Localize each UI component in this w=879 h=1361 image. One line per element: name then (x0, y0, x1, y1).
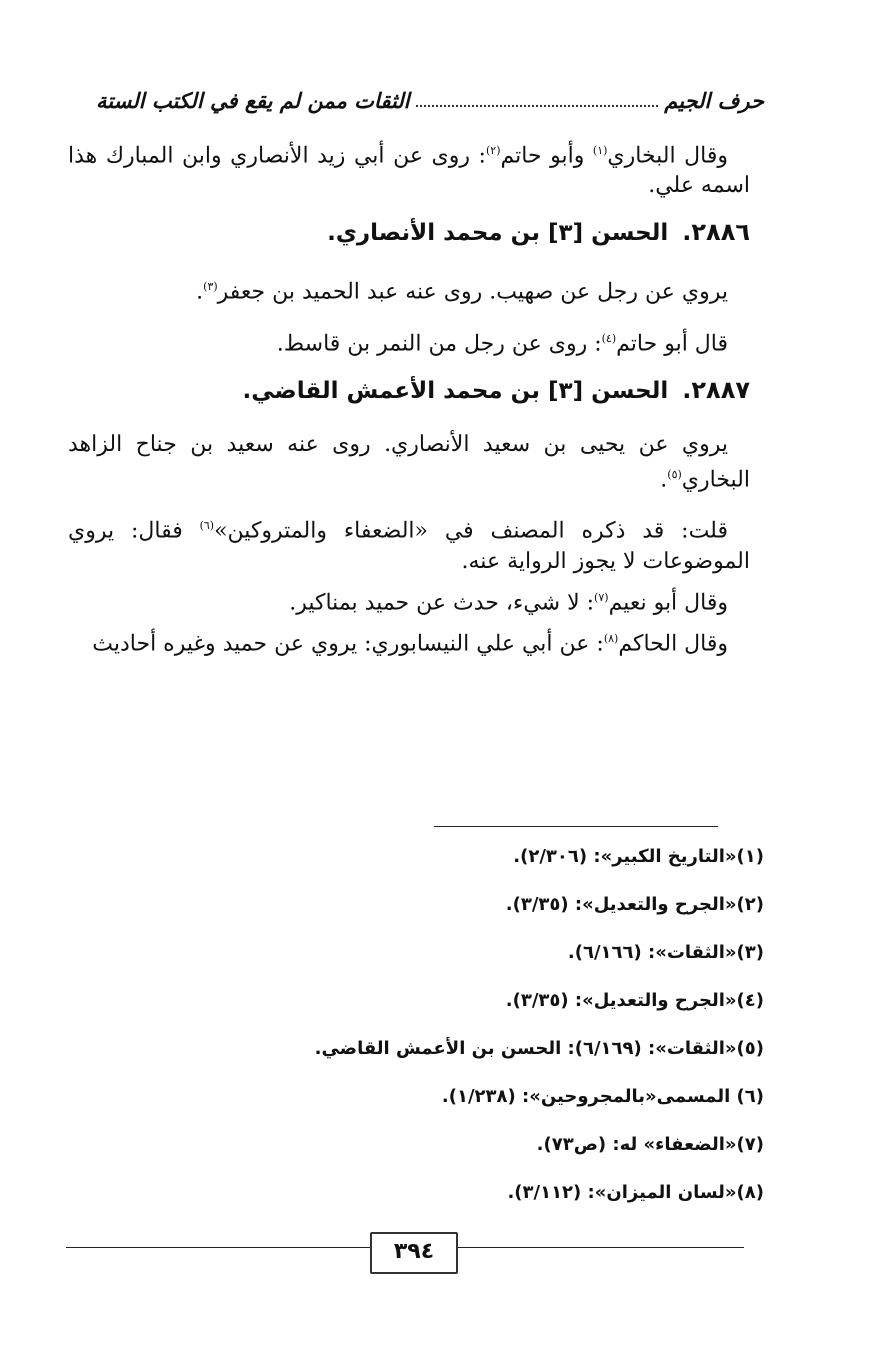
footnote-item: (٧)«الضعفاء» له: (ص٧٣). (536, 1134, 764, 1155)
footnote-ref: (٦) (199, 519, 215, 533)
footnote-ref: (٢) (485, 144, 501, 157)
header-dot-leader (416, 104, 659, 107)
footnote-ref: (٣) (203, 280, 218, 294)
main-text (68, 136, 750, 675)
header-chapter-title: حرف الجيم (664, 88, 764, 113)
text-span: : عن أبي علي النيسابوري: يروي عن حميد وغيره أحاديث (92, 631, 604, 657)
footnote-ref: (٨) (603, 631, 619, 645)
footnotes (200, 842, 764, 1226)
entry-name: الحسن [٣] بن محمد الأعمش القاضي. (242, 377, 669, 404)
text-span: . (660, 467, 668, 493)
entry-heading-2887 (68, 375, 750, 406)
text-span: قلت: قد ذكره المصنف في «الضعفاء والمتروكين» (214, 518, 728, 544)
entry-heading-2886 (68, 217, 750, 248)
text-span: قال أبو حاتم (616, 330, 728, 356)
running-header (96, 88, 764, 114)
text-span: فقال: يروي الموضوعات لا يجوز الرواية عنه. (68, 518, 750, 574)
text-span: وأبو حاتم (500, 143, 593, 169)
footnote-ref: (٥) (667, 467, 682, 481)
footnote-ref: (١) (592, 144, 608, 157)
footnote-item: (٦) المسمى«بالمجروحين»: (١/٢٣٨). (441, 1086, 764, 1107)
paragraph (68, 624, 750, 659)
page-number: ٣٩٤ (370, 1232, 458, 1274)
footnote-item: (١)«التاريخ الكبير»: (٢/٣٠٦). (513, 846, 764, 867)
footnote-ref: (٤) (601, 331, 617, 345)
footnote-separator (434, 826, 718, 827)
paragraph (68, 272, 750, 307)
text-span: : لا شيء، حدث عن حميد بمناكير. (289, 589, 595, 615)
footnote-item: (٢)«الجرح والتعديل»: (٣/٣٥). (505, 894, 764, 915)
footnote-item: (٤)«الجرح والتعديل»: (٣/٣٥). (505, 990, 764, 1011)
footnote-item: (٥)«الثقات»: (٦/١٦٩): الحسن بن الأعمش القاضي. (314, 1038, 764, 1059)
footnote-ref: (٧) (594, 590, 609, 604)
paragraph (68, 324, 750, 359)
header-book-title: الثقات ممن لم يقع في الكتب الستة (96, 88, 410, 113)
footnote-item: (٨)«لسان الميزان»: (٣/١١٢). (507, 1182, 764, 1203)
text-span: يروي عن رجل عن صهيب. روى عنه عبد الحميد بن جعفر (217, 279, 728, 305)
text-span: : روى عن رجل من النمر بن قاسط. (276, 330, 602, 356)
paragraph-intro (68, 136, 750, 201)
text-span: وقال البخاري (607, 143, 728, 169)
paragraph (68, 583, 750, 618)
entry-number: ٢٨٨٧. (682, 375, 750, 404)
footnote-item: (٣)«الثقات»: (٦/١٦٦). (567, 942, 764, 963)
text-span: : روى عن أبي زيد الأنصاري وابن المبارك هذا اسمه علي. (68, 143, 750, 199)
paragraph (68, 511, 750, 576)
entry-number: ٢٨٨٦. (682, 218, 750, 247)
text-span: وقال أبو نعيم (608, 589, 728, 615)
text-span: . (196, 279, 204, 305)
text-span: وقال الحاكم (618, 631, 728, 657)
entry-name: الحسن [٣] بن محمد الأنصاري. (327, 220, 669, 247)
paragraph (68, 430, 750, 495)
text-span: يروي عن يحيى بن سعيد الأنصاري. روى عنه سعيد بن جناح الزاهد البخاري (68, 431, 750, 493)
